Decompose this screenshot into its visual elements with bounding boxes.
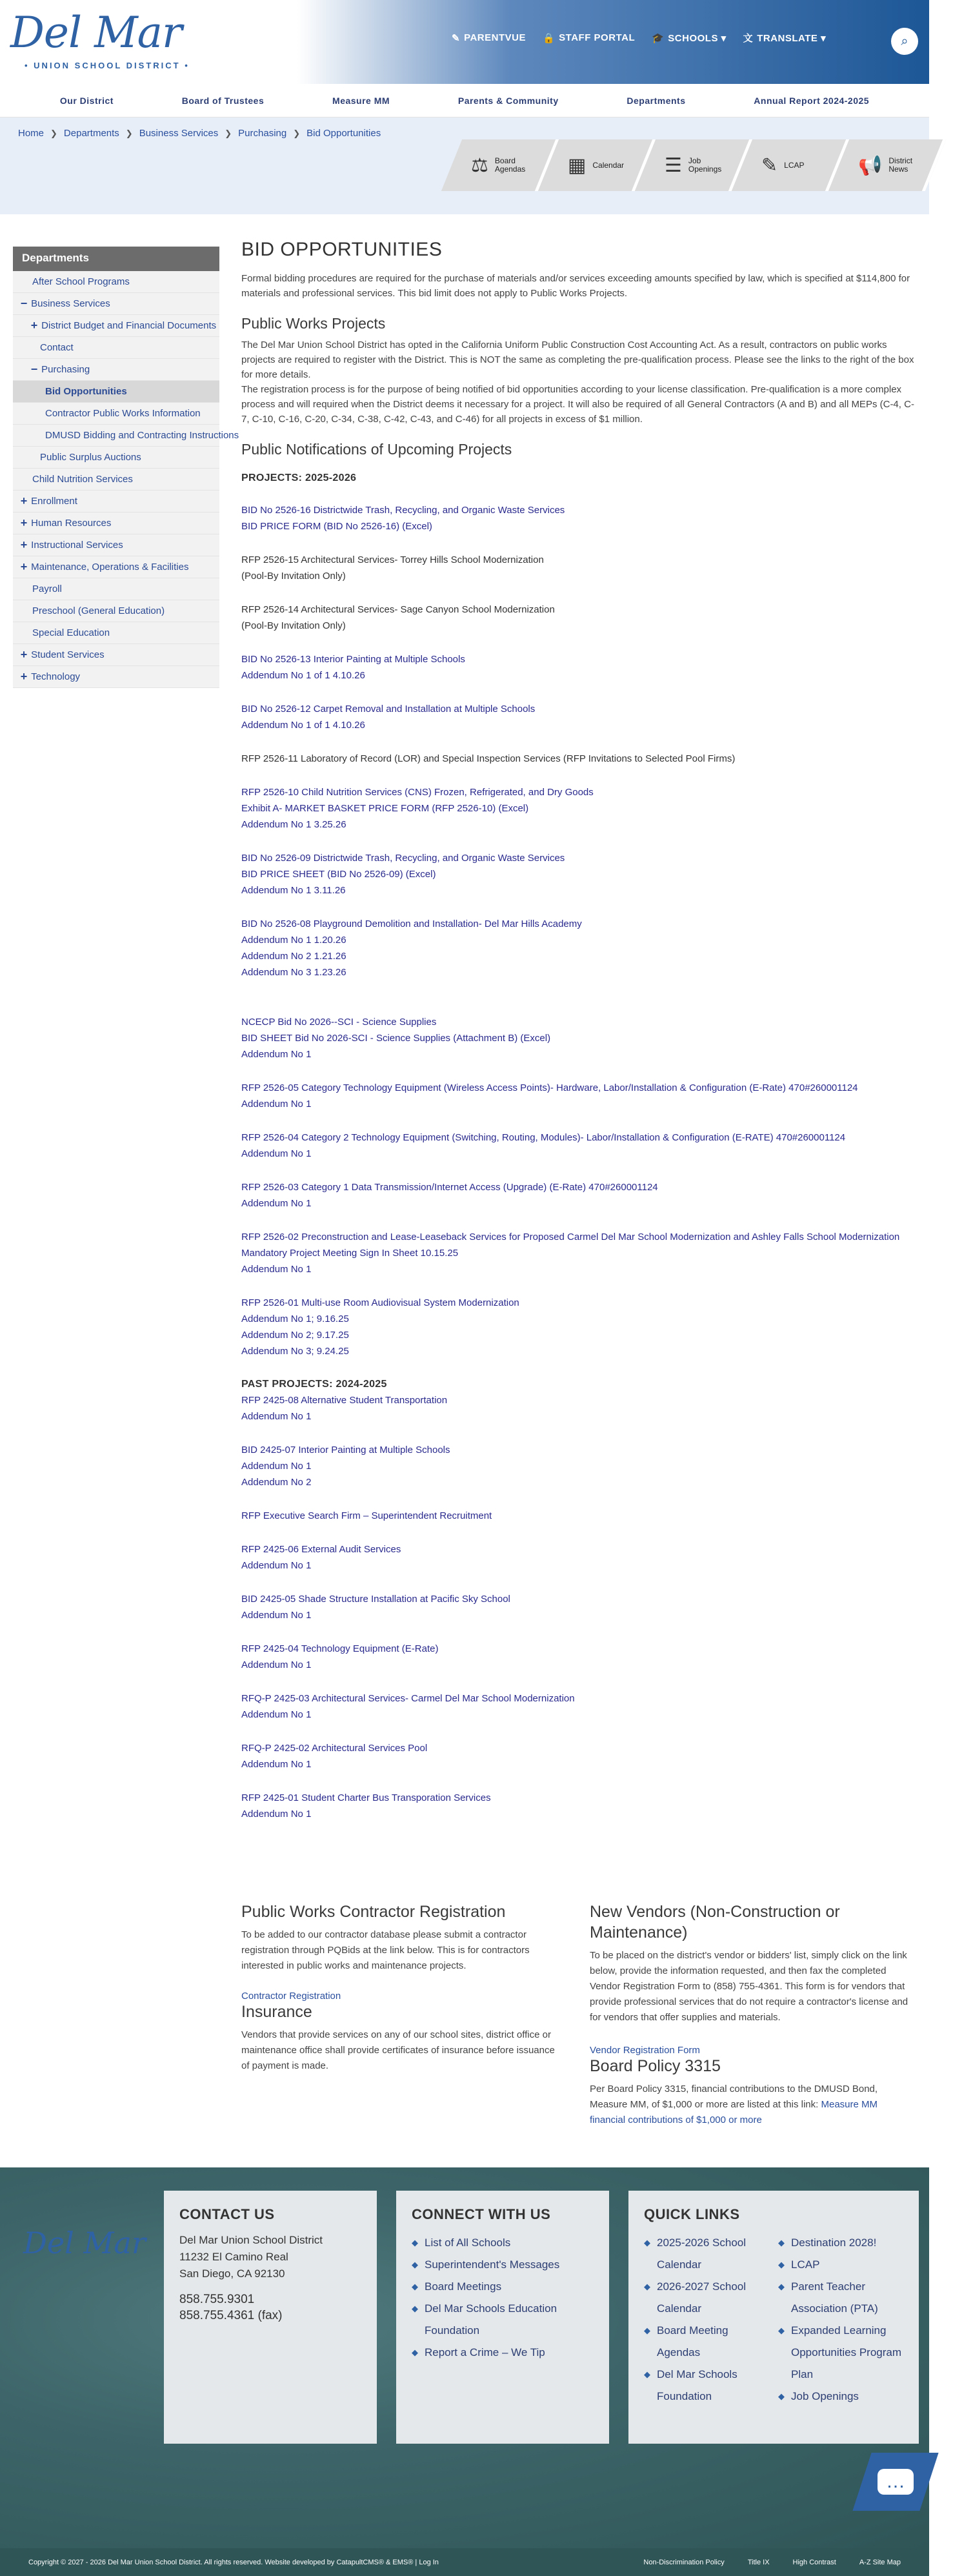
project-link[interactable]: RFP 2526-05 Category Technology Equipment (Wireless Access Points)- Hardware, Labor/Installation & Configuration (E-Rate) 470#260001124 — [241, 1082, 858, 1093]
connect-link-label: Board Meetings — [425, 2280, 502, 2293]
breadcrumb-band — [0, 117, 929, 214]
sidebar-item-payroll[interactable] — [13, 578, 219, 600]
project-text: (Pool-By Invitation Only) — [241, 620, 346, 631]
sidebar-item-dmusd-bidding-and-contracting-instructio[interactable] — [13, 425, 239, 447]
registration-section — [241, 1902, 916, 2147]
board-policy-text — [590, 2082, 912, 2128]
footer-link-non-discrimination-policy[interactable]: Non-Discrimination Policy — [643, 2558, 725, 2566]
sidebar-item-label: Public Surplus Auctions — [40, 452, 141, 463]
main-navigation — [0, 84, 929, 117]
past-projects-heading: PAST PROJECTS: 2024-2025 — [241, 1379, 387, 1390]
plus-icon[interactable]: + — [20, 560, 28, 573]
project-link[interactable]: RFP 2526-02 Preconstruction and Lease-Leaseback Services for Proposed Carmel Del Mar School Modernization and Ashley Falls School Modernization — [241, 1232, 900, 1242]
project-link[interactable]: RFQ-P 2425-02 Architectural Services Pool — [241, 1743, 428, 1754]
site-header — [0, 0, 929, 84]
contact-address-2: San Diego, CA 92130 — [179, 2267, 285, 2280]
sidebar-list — [13, 271, 239, 688]
sidebar-item-label: Payroll — [32, 583, 62, 594]
gavel-icon: ⚖ — [471, 154, 488, 176]
quick-link-label: Destination 2028! — [791, 2236, 877, 2249]
contact-heading: CONTACT US — [179, 2206, 275, 2222]
project-link[interactable]: Addendum No 1 — [241, 1659, 312, 1670]
project-group — [241, 1014, 916, 1062]
sidebar-item-district-budget-and-financial-documents[interactable] — [13, 315, 219, 337]
project-link[interactable]: RFP 2526-10 Child Nutrition Services (CNS) Frozen, Refrigerated, and Dry Goods — [241, 787, 594, 798]
project-text: (Pool-By Invitation Only) — [241, 571, 346, 582]
project-link[interactable]: BID No 2526-16 Districtwide Trash, Recycling, and Organic Waste Services — [241, 505, 565, 516]
quick-link-destination-2028[interactable] — [778, 2232, 903, 2254]
nav-item-measure-mm[interactable]: Measure MM — [332, 96, 390, 106]
minus-icon[interactable]: − — [30, 363, 38, 376]
plus-icon[interactable]: + — [20, 494, 28, 507]
quick-link-label: 2025-2026 School Calendar — [657, 2236, 747, 2271]
project-link[interactable]: Addendum No 3; 9.24.25 — [241, 1346, 349, 1357]
lock-icon: 🔒 — [542, 32, 556, 44]
plus-icon[interactable]: + — [20, 538, 28, 551]
diamond-bullet-icon: ◆ — [644, 2282, 650, 2291]
quick-tab-label: LCAP — [784, 160, 805, 170]
project-link[interactable]: BID PRICE SHEET (BID No 2526-09) (Excel) — [241, 869, 436, 880]
project-link[interactable]: Mandatory Project Meeting Sign In Sheet 10.15.25 — [241, 1248, 459, 1259]
header-link-label: TRANSLATE ▾ — [757, 32, 827, 44]
project-group — [241, 502, 916, 534]
connect-link-del-mar-schools-education-foundation[interactable] — [412, 2298, 594, 2342]
quick-link-label: 2026-2027 School Calendar — [657, 2280, 747, 2315]
district-logo[interactable] — [10, 8, 217, 72]
nav-item-annual-report-2024-2025[interactable]: Annual Report 2024-2025 — [754, 96, 870, 106]
sidebar-item-after-school-programs[interactable] — [13, 271, 219, 293]
project-group — [241, 850, 916, 898]
quick-link-job-openings[interactable] — [778, 2386, 903, 2408]
project-link[interactable]: BID 2425-07 Interior Painting at Multiple Schools — [241, 1445, 450, 1455]
chat-icon: … — [878, 2469, 914, 2495]
board-policy-text-body: Per Board Policy 3315, financial contributions to the DMUSD Bond, Measure MM, of $1,000 or more are listed at this link: — [590, 2084, 878, 2110]
header-link-label: SCHOOLS ▾ — [668, 32, 727, 44]
footer-link-high-contrast[interactable]: High Contrast — [792, 2558, 836, 2566]
sidebar-item-label: District Budget and Financial Documents — [41, 320, 217, 331]
project-link[interactable]: Exhibit A- MARKET BASKET PRICE FORM (RFP 2526-10) (Excel) — [241, 803, 529, 814]
sidebar-item-child-nutrition-services[interactable] — [13, 469, 219, 491]
public-works-text-1: The Del Mar Union School District has opted in the California Uniform Public Construction Cost Accounting Act. As a result, contractors on public works projects are required to register with the District. This is NOT the same as completing the pre-qualification process. Please see the links to the right of the box for more details. — [241, 340, 914, 380]
connect-link-list-of-all-schools[interactable] — [412, 2232, 594, 2254]
project-link[interactable]: BID PRICE FORM (BID No 2526-16) (Excel) — [241, 521, 432, 532]
plus-icon[interactable]: + — [20, 648, 28, 661]
connect-link-board-meetings[interactable] — [412, 2276, 594, 2298]
diamond-bullet-icon: ◆ — [412, 2282, 418, 2291]
contractor-registration-heading: Public Works Contractor Registration — [241, 1903, 506, 1921]
quick-tab-label: District News — [888, 156, 913, 174]
connect-heading: CONNECT WITH US — [412, 2206, 551, 2222]
project-link[interactable]: Addendum No 2 — [241, 1477, 312, 1488]
header-link-parentvue[interactable] — [452, 32, 526, 44]
quick-link-parent-teacher-association-pta[interactable] — [778, 2276, 903, 2320]
quick-tab-label: Calendar — [592, 160, 625, 170]
board-policy-link[interactable]: Measure MM financial contributions of $1,000 or more — [590, 2099, 878, 2125]
diamond-bullet-icon: ◆ — [644, 2326, 650, 2335]
sidebar-item-label: Maintenance, Operations & Facilities — [31, 562, 189, 573]
project-link[interactable]: Addendum No 1 3.25.26 — [241, 819, 346, 830]
diamond-bullet-icon: ◆ — [644, 2238, 650, 2247]
project-group — [241, 1508, 916, 1524]
contractor-registration-column — [241, 1902, 564, 2074]
project-link[interactable]: RFP 2526-04 Category 2 Technology Equipment (Switching, Routing, Modules)- Labor/Installation & Configuration (E-RATE) 470#260001124 — [241, 1132, 846, 1143]
connect-link-label: List of All Schools — [425, 2236, 511, 2249]
list-icon: ☰ — [665, 154, 682, 176]
diamond-bullet-icon: ◆ — [778, 2326, 785, 2335]
project-link[interactable]: Addendum No 1 — [241, 1461, 312, 1472]
connect-link-label: Del Mar Schools Education Foundation — [425, 2302, 557, 2337]
project-link[interactable]: RFP Executive Search Firm – Superintendent Recruitment — [241, 1510, 492, 1521]
connect-link-report-a-crime-we-tip[interactable] — [412, 2342, 594, 2364]
plus-icon[interactable]: + — [20, 670, 28, 683]
quick-links-card — [628, 2191, 919, 2444]
quick-link-2026-2027-school-calendar[interactable] — [644, 2276, 769, 2320]
project-group — [241, 1179, 916, 1212]
quick-link-label: LCAP — [791, 2258, 820, 2271]
quick-links-column-1 — [644, 2232, 769, 2408]
site-footer — [0, 2167, 929, 2548]
project-link[interactable]: NCECP Bid No 2026--SCI - Science Supplies — [241, 1017, 437, 1028]
header-link-translate[interactable] — [743, 31, 826, 45]
utility-links — [452, 31, 826, 45]
project-group — [241, 1229, 916, 1277]
sidebar-item-maintenance-operations-facilities[interactable] — [13, 556, 219, 578]
copyright-text: Copyright © 2027 - 2026 Del Mar Union School District. All rights reserved. Website developed by CatapultCMS® & EMS® | Log In — [28, 2558, 439, 2566]
sidebar-item-purchasing[interactable] — [13, 359, 219, 381]
sidebar-item-label: After School Programs — [32, 276, 130, 287]
connect-card — [396, 2191, 609, 2444]
connect-link-label: Superintendent's Messages — [425, 2258, 560, 2271]
vendor-registration-link[interactable]: Vendor Registration Form — [590, 2045, 700, 2056]
diamond-bullet-icon: ◆ — [778, 2260, 785, 2269]
diamond-bullet-icon: ◆ — [412, 2348, 418, 2357]
contact-address-1: 11232 El Camino Real — [179, 2251, 288, 2263]
project-link[interactable]: BID No 2526-09 Districtwide Trash, Recycling, and Organic Waste Services — [241, 853, 565, 864]
project-link[interactable]: Addendum No 1 — [241, 1264, 312, 1275]
breadcrumb-item-purchasing[interactable]: Purchasing — [238, 128, 287, 139]
quick-link-board-meeting-agendas[interactable] — [644, 2320, 769, 2364]
project-link[interactable]: RFP 2526-03 Category 1 Data Transmission/Internet Access (Upgrade) (E-Rate) 470#260001124 — [241, 1182, 658, 1193]
header-link-label: PARENTVUE — [464, 32, 526, 43]
board-policy-heading: Board Policy 3315 — [590, 2057, 721, 2075]
header-link-staff-portal[interactable] — [543, 32, 635, 44]
page-title: BID OPPORTUNITIES — [241, 239, 443, 260]
quick-links-heading: QUICK LINKS — [644, 2206, 740, 2222]
quick-link-2025-2026-school-calendar[interactable] — [644, 2232, 769, 2276]
sidebar-item-label: Preschool (General Education) — [32, 605, 165, 616]
contact-phone[interactable]: 858.755.9301 — [179, 2293, 255, 2306]
project-link[interactable]: Addendum No 1 — [241, 1759, 312, 1770]
footer-logo[interactable]: Del Mar — [23, 2226, 146, 2260]
current-projects-list — [241, 502, 916, 1359]
bottom-links — [643, 2559, 901, 2566]
project-link[interactable]: Addendum No 1 — [241, 1049, 312, 1060]
connect-link-label: Report a Crime – We Tip — [425, 2346, 545, 2358]
quick-link-label: Board Meeting Agendas — [657, 2324, 728, 2358]
quick-tab-label: Job Openings — [688, 156, 722, 174]
project-link[interactable]: RFP 2425-01 Student Charter Bus Transporation Services — [241, 1792, 491, 1803]
project-group — [241, 1591, 916, 1623]
sidebar-item-preschool-general-education[interactable] — [13, 600, 219, 622]
chevron-right-icon: ❯ — [293, 128, 301, 138]
sidebar-item-label: Enrollment — [31, 496, 77, 507]
chevron-right-icon: ❯ — [225, 128, 232, 138]
sidebar-item-special-education[interactable] — [13, 622, 219, 644]
pen-icon: ✎ — [761, 154, 778, 176]
project-link[interactable]: BID No 2526-12 Carpet Removal and Installation at Multiple Schools — [241, 704, 536, 715]
sidebar-item-instructional-services[interactable] — [13, 534, 219, 556]
sidebar-item-public-surplus-auctions[interactable] — [13, 447, 219, 469]
breadcrumb-item-departments[interactable]: Departments — [63, 128, 119, 139]
quick-links-column-2 — [778, 2232, 903, 2408]
contact-fax: 858.755.4361 (fax) — [179, 2309, 283, 2322]
project-group — [241, 701, 916, 733]
past-projects-list — [241, 1392, 916, 1822]
diamond-bullet-icon: ◆ — [412, 2238, 418, 2247]
quick-link-label: Parent Teacher Association (PTA) — [791, 2280, 878, 2315]
project-group — [241, 1080, 916, 1112]
sidebar-item-contractor-public-works-information[interactable] — [13, 403, 219, 425]
project-group — [241, 552, 916, 584]
project-link[interactable]: BID 2425-05 Shade Structure Installation at Pacific Sky School — [241, 1594, 510, 1605]
sidebar-item-label: Contractor Public Works Information — [45, 408, 201, 419]
project-link[interactable]: BID No 2526-08 Playground Demolition and Installation- Del Mar Hills Academy — [241, 918, 582, 929]
diamond-bullet-icon: ◆ — [412, 2260, 418, 2269]
quick-link-label: Del Mar Schools Foundation — [657, 2368, 737, 2402]
project-link[interactable]: Addendum No 1 3.11.26 — [241, 885, 346, 896]
footer-link-a-z-site-map[interactable]: A-Z Site Map — [859, 2558, 901, 2566]
quick-link-label: Expanded Learning Opportunities Program Plan — [791, 2324, 902, 2380]
project-group — [241, 1392, 916, 1425]
connect-links — [412, 2232, 594, 2364]
breadcrumb — [18, 128, 381, 139]
project-group — [241, 916, 916, 997]
diamond-bullet-icon: ◆ — [778, 2238, 785, 2247]
project-group — [241, 784, 916, 833]
sidebar-item-label: Business Services — [31, 298, 110, 309]
project-link[interactable]: RFQ-P 2425-03 Architectural Services- Carmel Del Mar School Modernization — [241, 1693, 575, 1704]
breadcrumb-item-home[interactable]: Home — [18, 128, 45, 139]
sidebar-item-enrollment[interactable] — [13, 491, 219, 512]
intro-text: Formal bidding procedures are required for the purchase of materials and/or services exceeding amounts specified by law, which is specified at $114,800 for materials and professional services. This bid limit does not apply to Public Works Projects. — [241, 273, 910, 299]
project-link[interactable]: RFP 2425-06 External Audit Services — [241, 1544, 401, 1555]
nav-item-our-district[interactable]: Our District — [59, 96, 114, 106]
project-text: RFP 2526-11 Laboratory of Record (LOR) and Special Inspection Services (RFP Invitations to Selected Pool Firms) — [241, 753, 736, 764]
nav-item-departments[interactable]: Departments — [627, 96, 686, 106]
project-group — [241, 1541, 916, 1574]
breadcrumb-item-bid-opportunities[interactable]: Bid Opportunities — [306, 128, 381, 139]
sidebar-item-label: Human Resources — [31, 518, 112, 529]
header-link-schools[interactable] — [652, 32, 727, 44]
quick-link-expanded-learning-opportunities-program-[interactable] — [778, 2320, 903, 2386]
insurance-text: Vendors that provide services on any of our school sites, district office or maintenance office shall provide certificates of insurance before issuance of payment is made. — [241, 2029, 555, 2071]
project-link[interactable]: BID SHEET Bid No 2026-SCI - Science Supplies (Attachment B) (Excel) — [241, 1033, 551, 1044]
sidebar-item-human-resources[interactable] — [13, 512, 219, 534]
project-link[interactable]: BID No 2526-13 Interior Painting at Multiple Schools — [241, 654, 465, 665]
notifications-heading: Public Notifications of Upcoming Projects — [241, 441, 512, 458]
main-content — [241, 239, 916, 1840]
project-group — [241, 751, 916, 767]
sidebar-header: Departments — [13, 247, 219, 271]
project-group — [241, 1740, 916, 1772]
sidebar-item-bid-opportunities[interactable] — [13, 381, 219, 403]
departments-sidebar — [13, 247, 239, 688]
pen-icon: ✎ — [452, 32, 461, 44]
project-group — [241, 602, 916, 634]
nav-item-parents-community[interactable]: Parents & Community — [457, 96, 559, 106]
project-link[interactable]: Addendum No 1 1.20.26 — [241, 935, 346, 946]
project-link[interactable]: Addendum No 1 of 1 4.10.26 — [241, 720, 365, 731]
logo-text: Del Mar — [10, 8, 182, 57]
nav-item-board-of-trustees[interactable]: Board of Trustees — [181, 96, 265, 106]
project-link[interactable]: Addendum No 3 1.23.26 — [241, 967, 346, 978]
diamond-bullet-icon: ◆ — [412, 2304, 418, 2313]
project-text: RFP 2526-15 Architectural Services- Torrey Hills School Modernization — [241, 554, 544, 565]
logo-subtext: • UNION SCHOOL DISTRICT • — [25, 61, 190, 70]
project-link[interactable]: RFP 2425-08 Alternative Student Transportation — [241, 1395, 448, 1406]
project-group — [241, 1295, 916, 1359]
sidebar-item-label: Contact — [40, 342, 74, 353]
project-link[interactable]: Addendum No 1 — [241, 1099, 312, 1110]
quick-link-label: Job Openings — [791, 2390, 859, 2402]
diamond-bullet-icon: ◆ — [644, 2369, 650, 2379]
diamond-bullet-icon: ◆ — [778, 2391, 785, 2401]
translate-icon: 文 — [743, 33, 754, 44]
graduation-cap-icon: 🎓 — [652, 32, 665, 44]
sidebar-item-student-services[interactable] — [13, 644, 219, 666]
new-vendors-heading: New Vendors (Non-Construction or Maintenance) — [590, 1903, 840, 1942]
search-icon[interactable]: ⌕ — [891, 28, 918, 55]
project-link[interactable]: Addendum No 1 of 1 4.10.26 — [241, 670, 365, 681]
quick-tab-district-news[interactable] — [828, 139, 946, 191]
public-works-text-2: The registration process is for the purpose of being notified of bid opportunities according to your license classification. Pre-qualification is a more complex process and will required when the District deems it necessary for a project. It will also be required of all General Contractors (A and B) and all MEPs (C-4, C-7, C-10, C-16, C-20, C-34, C-38, C-42, C-43, and C-46) for all projects in excess of $1 million. — [241, 384, 914, 425]
project-group — [241, 651, 916, 684]
connect-link-superintendent-s-messages[interactable] — [412, 2254, 594, 2276]
footer-link-title-ix[interactable]: Title IX — [747, 2558, 770, 2566]
project-link[interactable]: Addendum No 1 — [241, 1148, 312, 1159]
project-link[interactable]: Addendum No 2; 9.17.25 — [241, 1330, 349, 1341]
contact-card — [164, 2191, 377, 2444]
sidebar-item-label: Special Education — [32, 627, 110, 638]
project-text: RFP 2526-14 Architectural Services- Sage Canyon School Modernization — [241, 604, 555, 615]
sidebar-item-contact[interactable] — [13, 337, 219, 359]
project-group — [241, 1641, 916, 1673]
public-works-heading: Public Works Projects — [241, 315, 386, 332]
diamond-bullet-icon: ◆ — [778, 2282, 785, 2291]
sidebar-item-label: DMUSD Bidding and Contracting Instructions — [45, 430, 239, 441]
project-group — [241, 1130, 916, 1162]
project-link[interactable]: Addendum No 1 — [241, 1411, 312, 1422]
plus-icon[interactable]: + — [20, 516, 28, 529]
sidebar-item-label: Bid Opportunities — [45, 386, 127, 397]
minus-icon[interactable]: − — [20, 297, 28, 310]
project-link[interactable]: Addendum No 1 — [241, 1560, 312, 1571]
copyright-bar — [0, 2548, 929, 2576]
sidebar-item-label: Technology — [31, 671, 81, 682]
sidebar-item-label: Purchasing — [41, 364, 90, 375]
project-link[interactable]: RFP 2526-01 Multi-use Room Audiovisual System Modernization — [241, 1297, 519, 1308]
insurance-heading: Insurance — [241, 2003, 312, 2021]
project-group — [241, 1690, 916, 1723]
sidebar-item-technology[interactable] — [13, 666, 219, 688]
projects-heading: PROJECTS: 2025-2026 — [241, 472, 357, 483]
quick-tab-label: Board Agendas — [494, 156, 526, 174]
calendar-icon: ▦ — [568, 154, 587, 176]
new-vendors-text: To be placed on the district's vendor or bidders' list, simply click on the link below, provide the information requested, and then fax the completed Vendor Registration Form to (858) 755-4361. This form is for vendors that provide professional services that do not require a contractor's license and for vendors that offer supplies and materials. — [590, 1950, 908, 2023]
project-link[interactable]: Addendum No 1 — [241, 1809, 312, 1820]
quick-link-lcap[interactable] — [778, 2254, 903, 2276]
project-link[interactable]: Addendum No 1 — [241, 1198, 312, 1209]
breadcrumb-item-business-services[interactable]: Business Services — [139, 128, 219, 139]
project-group — [241, 1790, 916, 1822]
project-link[interactable]: Addendum No 2 1.21.26 — [241, 951, 346, 962]
project-text — [241, 980, 916, 997]
quick-link-del-mar-schools-foundation[interactable] — [644, 2364, 769, 2408]
chevron-right-icon: ❯ — [50, 128, 57, 138]
contractor-registration-text: To be added to our contractor database please submit a contractor registration through PQBids at the link below. This is for contractors interested in public works and maintenance projects. — [241, 1929, 530, 1971]
contractor-registration-link[interactable]: Contractor Registration — [241, 1991, 341, 2002]
header-link-label: STAFF PORTAL — [559, 32, 636, 43]
sidebar-item-label: Student Services — [31, 649, 105, 660]
sidebar-item-business-services[interactable] — [13, 293, 219, 315]
chevron-right-icon: ❯ — [125, 128, 133, 138]
project-link[interactable]: Addendum No 1 — [241, 1610, 312, 1621]
project-link[interactable]: Addendum No 1; 9.16.25 — [241, 1313, 349, 1324]
megaphone-icon: 📢 — [858, 154, 883, 176]
plus-icon[interactable]: + — [30, 319, 38, 332]
project-link[interactable]: Addendum No 1 — [241, 1709, 312, 1720]
sidebar-item-label: Child Nutrition Services — [32, 474, 133, 485]
project-group — [241, 1442, 916, 1490]
sidebar-item-label: Instructional Services — [31, 540, 123, 551]
contact-name: Del Mar Union School District — [179, 2234, 323, 2246]
project-link[interactable]: RFP 2425-04 Technology Equipment (E-Rate) — [241, 1643, 439, 1654]
new-vendors-column — [590, 1902, 912, 2128]
